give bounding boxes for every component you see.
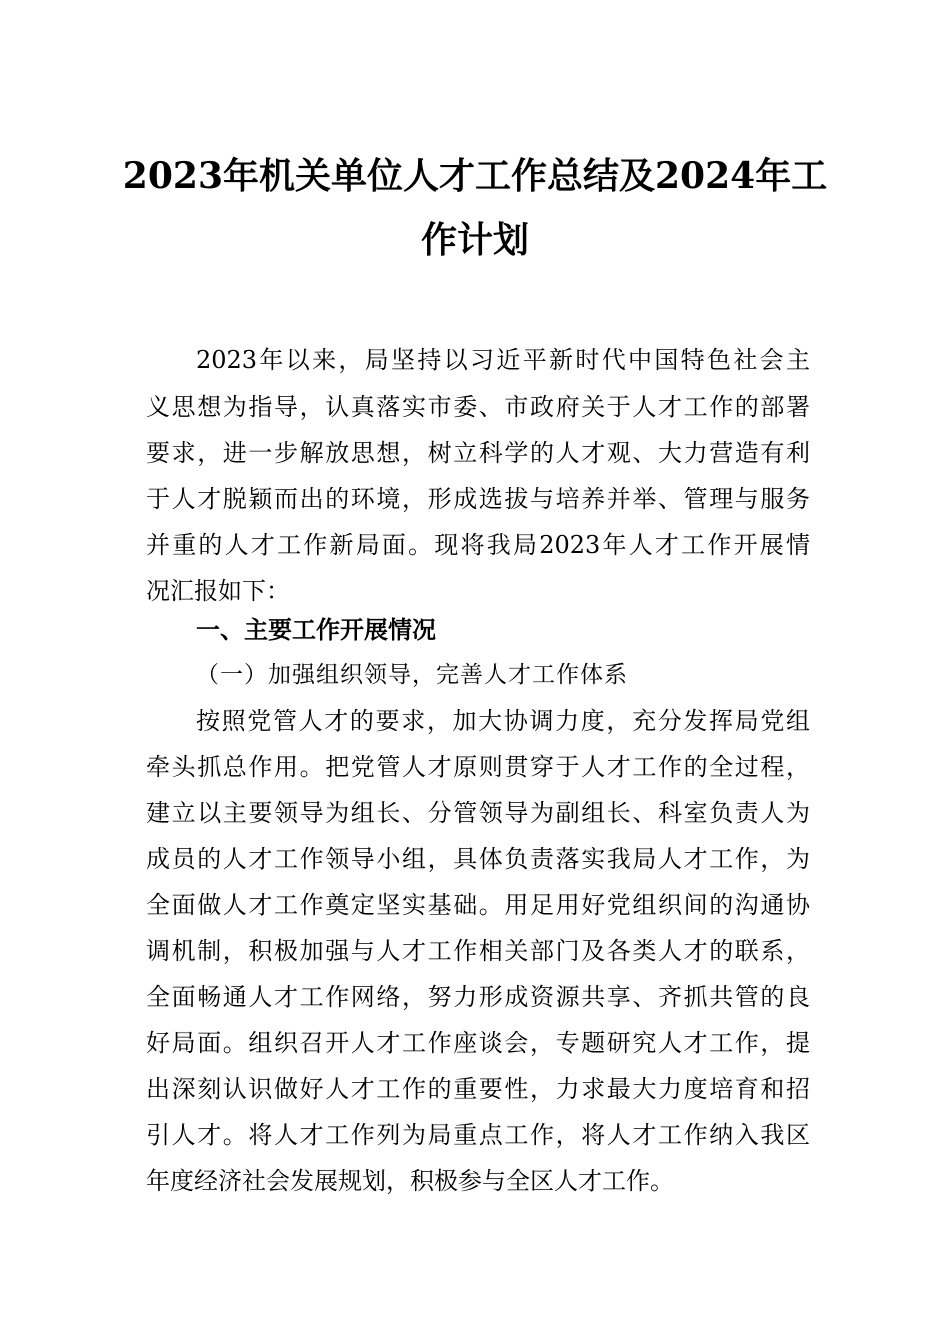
document-title-line-2: 作计划: [420, 219, 529, 261]
intro-line: 2023年以来，局坚持以习近平新时代中国特色社会主: [196, 346, 810, 374]
body-line: 出深刻认识做好人才工作的重要性，力求最大力度培育和招: [146, 1075, 810, 1103]
body-line: 全面畅通人才工作网络，努力形成资源共享、齐抓共管的良: [146, 983, 810, 1011]
body-line: 引人才。将人才工作列为局重点工作，将人才工作纳入我区: [146, 1121, 810, 1149]
body-line: 调机制，积极加强与人才工作相关部门及各类人才的联系，: [146, 937, 810, 965]
document-title-line-1: 2023年机关单位人才工作总结及2024年工: [122, 155, 828, 197]
body-line: 好局面。组织召开人才工作座谈会，专题研究人才工作，提: [146, 1029, 810, 1057]
intro-line: 义思想为指导，认真落实市委、市政府关于人才工作的部署: [146, 393, 810, 421]
body-line: 建立以主要领导为组长、分管领导为副组长、科室负责人为: [146, 799, 810, 827]
body-line: 成员的人才工作领导小组，具体负责落实我局人才工作，为: [146, 845, 810, 873]
body-line: 按照党管人才的要求，加大协调力度，充分发挥局党组: [196, 707, 810, 735]
intro-line: 况汇报如下：: [146, 577, 290, 605]
subsection-heading: （一）加强组织领导，完善人才工作体系: [196, 662, 628, 688]
section-heading: 一、主要工作开展情况: [196, 616, 436, 644]
intro-line: 要求，进一步解放思想，树立科学的人才观、大力营造有利: [146, 439, 810, 467]
body-line: 牵头抓总作用。把党管人才原则贯穿于人才工作的全过程，: [146, 753, 810, 781]
intro-line: 并重的人才工作新局面。现将我局2023年人才工作开展情: [146, 531, 810, 559]
body-line: 全面做人才工作奠定坚实基础。用足用好党组织间的沟通协: [146, 891, 810, 919]
body-line: 年度经济社会发展规划，积极参与全区人才工作。: [146, 1167, 674, 1195]
intro-line: 于人才脱颖而出的环境，形成选拔与培养并举、管理与服务: [146, 485, 810, 513]
